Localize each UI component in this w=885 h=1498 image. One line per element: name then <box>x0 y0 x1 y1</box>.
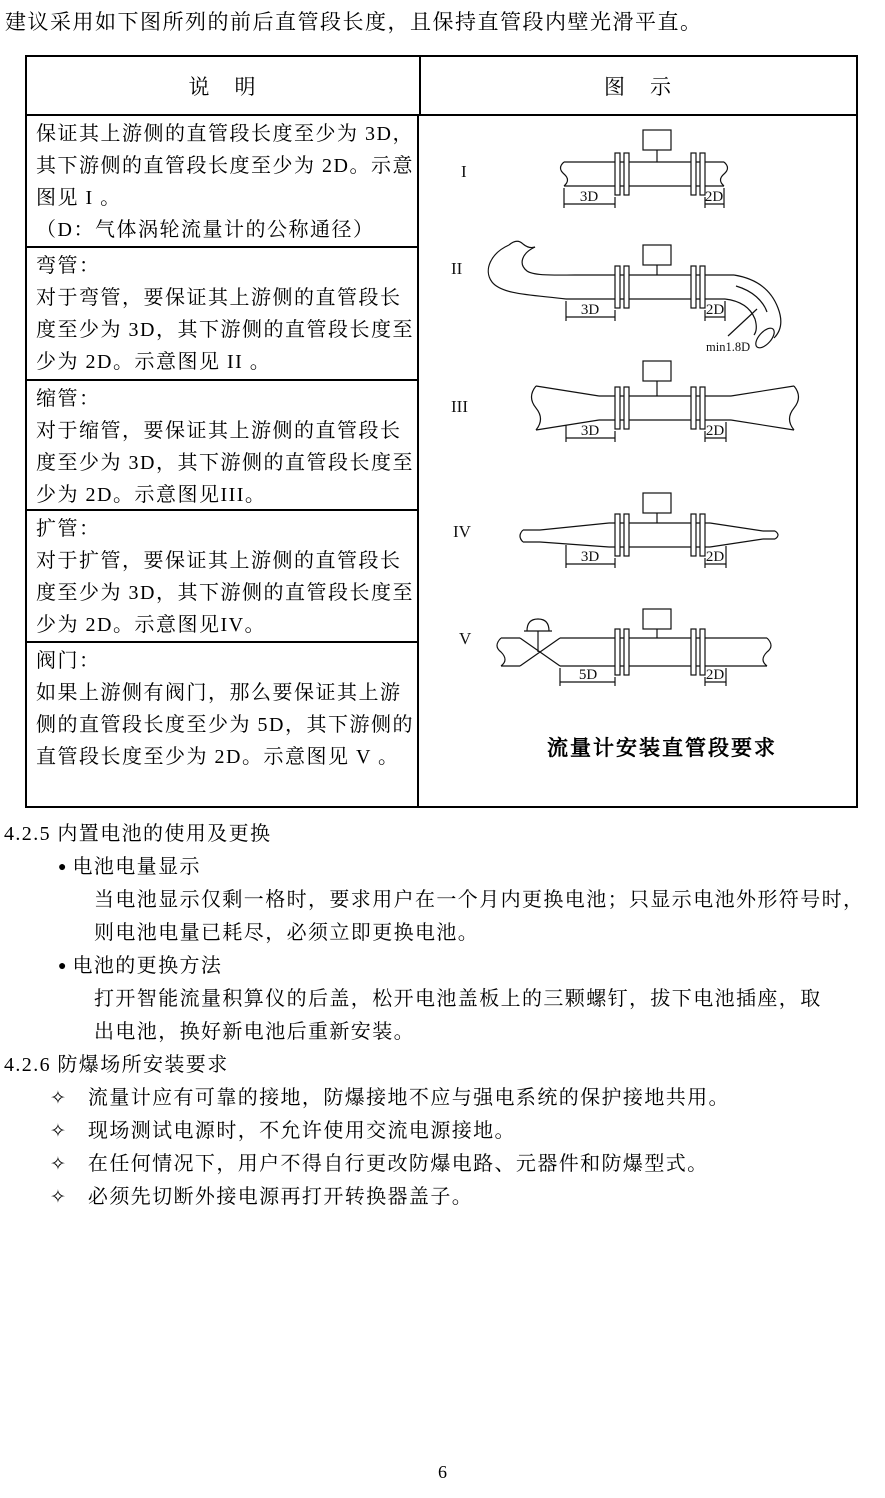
valve-icon <box>520 638 560 666</box>
diagram-label-3: III <box>451 397 468 416</box>
list-item-text: 在任何情况下，用户不得自行更改防爆电路、元器件和防爆型式。 <box>87 1153 709 1175</box>
table-row-reducer <box>27 381 417 511</box>
row-text-line: 度至少为 3D，其下游侧的直管段长度至 <box>36 452 414 474</box>
meter-display-box <box>643 361 671 381</box>
diamond-icon: ✧ <box>50 1121 66 1142</box>
diagram-reducer-pipe <box>423 356 853 458</box>
bullet-label: 电池的更换方法 <box>72 955 223 977</box>
row-text-line: 其下游侧的直管段长度至少为 2D。示意 <box>36 155 414 177</box>
bullet-icon: ● <box>58 959 67 974</box>
paragraph-line: 打开智能流量积算仪的后盖，松开电池盖板上的三颗螺钉，拔下电池插座，取 <box>94 988 822 1010</box>
list-item-text: 流量计应有可靠的接地，防爆接地不应与强电系统的保护接地共用。 <box>87 1087 730 1109</box>
row-text-line: 少为 2D。示意图见III。 <box>36 484 267 506</box>
meter-display-box <box>643 493 671 513</box>
bullet-icon: ● <box>58 860 67 875</box>
row-text-line: 侧的直管段长度至少为 5D，其下游侧的 <box>36 714 414 736</box>
illustration-caption: 流量计安装直管段要求 <box>547 736 777 760</box>
dim-upstream-5: 5D <box>578 667 598 683</box>
row-text-line: 阀门： <box>36 650 101 672</box>
table-row-expander <box>27 511 417 643</box>
row-text-line: 对于缩管，要保证其上游侧的直管段长 <box>36 420 402 442</box>
list-item <box>58 851 885 884</box>
dim-upstream-1: 3D <box>579 189 599 205</box>
meter-display-box <box>643 245 671 265</box>
list-item <box>50 1148 885 1181</box>
diamond-icon: ✧ <box>50 1088 66 1109</box>
paragraph-line: 出电池，换好新电池后重新安装。 <box>94 1021 415 1043</box>
dim-downstream-2: 2D <box>705 302 725 318</box>
body-sections <box>0 818 885 1214</box>
diagram-label-1: I <box>461 162 467 181</box>
dim-downstream-5: 2D <box>705 667 725 683</box>
paragraph-line: 当电池显示仅剩一格时，要求用户在一个月内更换电池；只显示电池外形符号时， <box>94 889 865 911</box>
row-text-line: 缩管： <box>36 388 101 410</box>
diagram-valve-pipe <box>423 600 853 698</box>
dim-upstream-2: 3D <box>580 302 600 318</box>
row-text-line: 直管段长度至少为 2D。示意图见 V 。 <box>36 746 400 768</box>
row-text-line: 少为 2D。示意图见IV。 <box>36 614 267 636</box>
installation-table <box>25 55 858 808</box>
page-number: 6 <box>438 1462 447 1482</box>
diagram-label-4: IV <box>453 522 471 541</box>
row-text-line: 对于弯管，要保证其上游侧的直管段长 <box>36 287 402 309</box>
row-text-line: 保证其上游侧的直管段长度至少为 3D， <box>36 123 414 145</box>
table-row-elbow <box>27 248 417 381</box>
dim-upstream-3: 3D <box>580 423 600 439</box>
dim-downstream-1: 2D <box>704 189 724 205</box>
description-column <box>27 116 419 806</box>
meter-display-box <box>643 609 671 629</box>
list-item-text: 必须先切断外接电源再打开转换器盖子。 <box>87 1186 474 1208</box>
diamond-icon: ✧ <box>50 1187 66 1208</box>
illustration-cell <box>421 116 856 806</box>
table-row-straight-pipe <box>27 116 417 248</box>
list-item <box>58 950 885 983</box>
row-text-line: 度至少为 3D，其下游侧的直管段长度至 <box>36 582 414 604</box>
diagram-label-5: V <box>459 629 472 648</box>
bullet-label: 电池电量显示 <box>72 856 201 878</box>
row-text-line: 度至少为 3D，其下游侧的直管段长度至 <box>36 319 414 341</box>
header-illustration: 图 示 <box>421 57 856 116</box>
dim-downstream-3: 2D <box>705 423 725 439</box>
meter-display-box <box>643 130 671 150</box>
row-text-line: 扩管： <box>36 518 101 540</box>
list-item <box>50 1115 885 1148</box>
row-text-line: 弯管： <box>36 255 101 277</box>
header-description: 说 明 <box>27 57 421 116</box>
row-text-line: 少为 2D。示意图见 II 。 <box>36 351 272 373</box>
list-item <box>50 1181 885 1214</box>
row-text-line: 如果上游侧有阀门，那么要保证其上游 <box>36 682 402 704</box>
list-item-text: 现场测试电源时，不允许使用交流电源接地。 <box>87 1120 516 1142</box>
dim-downstream-4: 2D <box>705 549 725 565</box>
dim-upstream-4: 3D <box>580 549 600 565</box>
list-item <box>50 1082 885 1115</box>
row-text-line: 图见 I 。 <box>36 187 122 209</box>
diagram-expander-pipe <box>423 490 853 582</box>
diamond-icon: ✧ <box>50 1154 66 1175</box>
intro-text: 建议采用如下图所列的前后直管段长度，且保持直管段内壁光滑平直。 <box>5 10 703 34</box>
row-text-line: 对于扩管，要保证其上游侧的直管段长 <box>36 550 402 572</box>
diagram-elbow-pipe <box>423 239 853 359</box>
table-row-valve <box>27 643 417 773</box>
diagram-straight-pipe <box>423 126 853 226</box>
diagram-label-2: II <box>451 259 463 278</box>
section-title-4-2-6: 4.2.6 防爆场所安装要求 <box>4 1054 229 1076</box>
row-text-line: （D：气体涡轮流量计的公称通径） <box>36 219 375 241</box>
paragraph-line: 则电池电量已耗尽，必须立即更换电池。 <box>94 922 480 944</box>
section-title-4-2-5: 4.2.5 内置电池的使用及更换 <box>4 823 272 845</box>
min-distance-note: min1.8D <box>706 340 751 354</box>
